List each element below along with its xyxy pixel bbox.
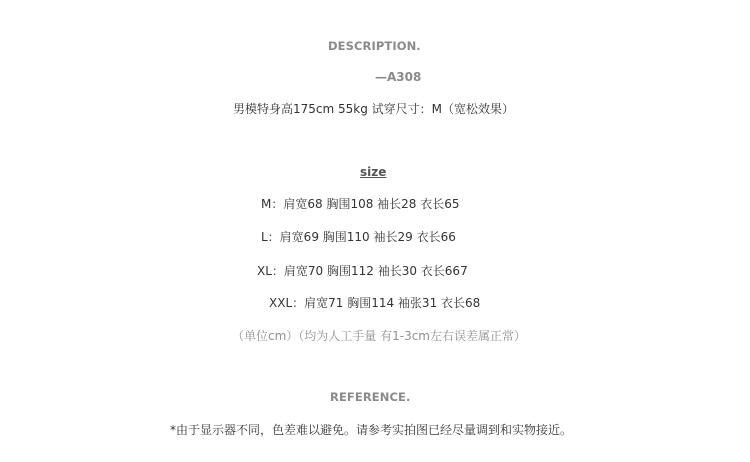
size-title: size (360, 165, 387, 179)
size-row-m: M：肩宽68 胸围108 袖长28 衣长65 (261, 197, 460, 211)
reference-heading: REFERENCE. (330, 390, 411, 404)
description-heading: DESCRIPTION. (328, 39, 421, 53)
size-row-xl: XL：肩宽70 胸围112 袖长30 衣长667 (257, 264, 468, 278)
size-row-xxl: XXL：肩宽71 胸围114 袖张31 衣长68 (269, 296, 481, 310)
product-code: —A308 (375, 70, 422, 84)
size-row-l: L：肩宽69 胸围110 袖长29 衣长66 (261, 230, 456, 244)
reference-note: *由于显示器不同，色差难以避免。请参考实拍图已经尽量调到和实物接近。 (170, 423, 573, 437)
measurement-note: （单位cm）（均为人工手量 有1-3cm左右误差属正常） (232, 329, 526, 343)
model-info: 男模特身高175cm 55kg 试穿尺寸：M（宽松效果） (233, 102, 515, 116)
